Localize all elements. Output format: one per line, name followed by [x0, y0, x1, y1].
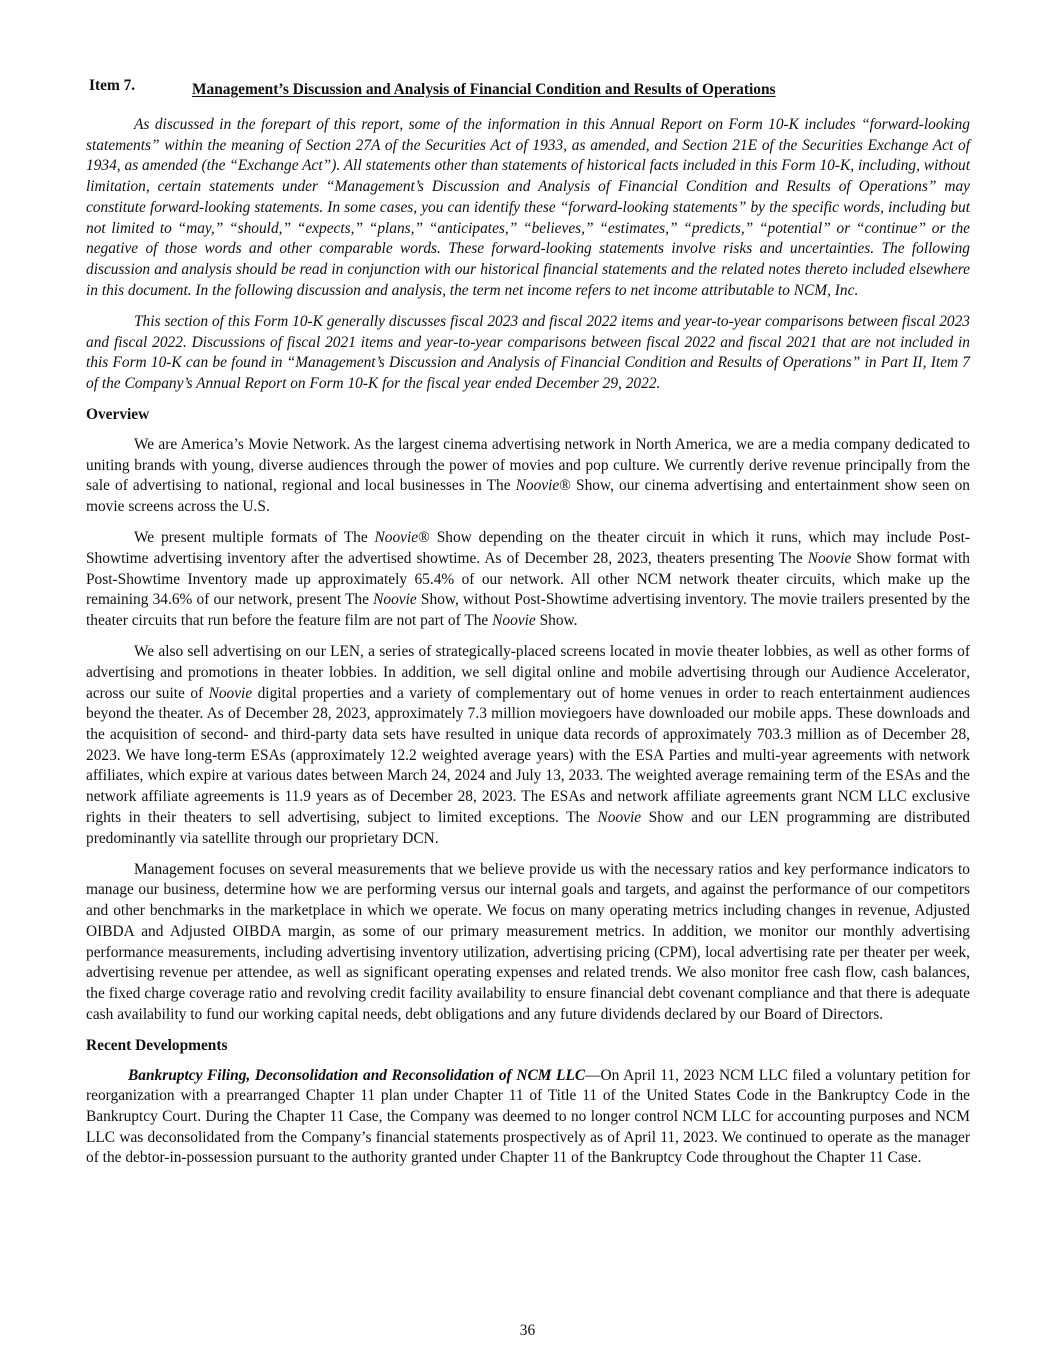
- text-run: ,: [966, 663, 970, 681]
- text-run: We present multiple formats of The: [134, 529, 375, 547]
- brand-name: Noovie: [492, 611, 536, 629]
- intro-paragraph-1: As discussed in the forepart of this report, some of the information in this Annual Report on Form 10-K includes “forward-looking statements” within the meaning of Section 27A of the Securities Act of 1933, as amended, and Section 21E of the Securities Exchange Act of 1934, as amended (the “Exchange Act”). All statements other than statements of historical facts included in this Form 10-K, including, without limitation, certain statements under “Management’s Discussion and Analysis of Financial Condition and Results of Operations” may constitute forward-looking statements. In some cases, you can identify these “forward-looking statements” by the specific words, including but not limited to “may,” “should,” “expects,” “plans,” “anticipates,” “believes,” “estimates,” “predicts,” “potential” or “continue” or the negative of those words and other comparable words. These forward-looking statements involve risks and uncertainties. The following discussion and analysis should be read in conjunction with our historical financial statements and the related notes thereto included elsewhere in this document. In the following discussion and analysis, the term net income refers to net income attributable to NCM, Inc.: [86, 116, 970, 299]
- text-run: Show, without Post-Showtime advertising inventory. The movie trailers presented by the theater circuits that run before the feature film are not part of The: [86, 591, 970, 629]
- text-run: ® Show depending on the theater circuit in which it runs, which may include Post-Showtime advertising inventory after the advertised showtime. As of December 28, 2023, theaters presenting The: [86, 529, 970, 567]
- overview-paragraph-4: Management focuses on several measurements that we believe provide us with the necessary ratios and key performance indicators to manage our business, determine how we are performing versus our internal goals and targets, and against the performance of our competitors and other benchmarks in the marketplace in which we operate. We focus on many operating metrics including changes in revenue, Adjusted OIBDA and Adjusted OIBDA margin, as some of our primary measurement metrics. In addition, we monitor our monthly advertising performance measurements, including advertising inventory utilization, advertising pricing (CPM), local advertising rate per theater per week, advertising revenue per attendee, as well as significant operating expenses and related trends. We also monitor free cash flow, cash balances, the fixed charge coverage ratio and revolving credit facility availability to ensure financial debt covenant compliance and that there is adequate cash availability to fund our working capital needs, debt obligations and any future dividends declared by our Board of Directors.: [86, 860, 970, 1023]
- text-run: Show and our LEN programming are distributed predominantly via satellite through our proprietary DCN.: [86, 808, 970, 847]
- overview-paragraph-2: [86, 528, 970, 632]
- document-body: [86, 115, 970, 1180]
- brand-name: Noovie: [373, 591, 417, 609]
- text-run: We are America’s Movie Network. As the largest cinema advertising network in North America, we are a media company dedicated to uniting brands with young, diverse audiences through the power of movies and pop culture. We currently derive revenue principally from the sale of advertising to national, regional and local businesses in The: [86, 435, 970, 495]
- overview-paragraph-1: [86, 435, 970, 518]
- text-run: ® Show, our cinema advertising and entertainment show seen on movie screens across the U.S.: [86, 477, 971, 515]
- brand-name: Noovie: [597, 808, 642, 826]
- brand-name: Noovie: [208, 684, 253, 702]
- text-run: across our suite of: [86, 684, 209, 702]
- item-title: Management’s Discussion and Analysis of Financial Condition and Results of Operations: [192, 81, 776, 98]
- overview-paragraph-3: [86, 642, 970, 849]
- brand-name: Noovie: [374, 529, 419, 547]
- text-run: digital properties and a variety of complementary out of home venues in order to reach entertainment audiences beyond the theater. As of December 28, 2023, approximately 7.3 million moviegoers have downloaded our mobile apps. These downloads and the acquisition of second- and third-party data sets have resulted in unique data records of approximately 703.3 million as of December 28, 2023. We have long-term ESAs (approximately 12.2 weighted average years) with the ESA Parties and multi-year agreements with network affiliates, which expire at various dates between March 24, 2024 and July 13, 2033. The weighted average remaining term of the ESAs and the network affiliate agreements is 11.9 years as of December 28, 2023. The ESAs and network affiliate agreements grant NCM LLC exclusive rights in their theaters to sell advertising, subject to limited exceptions. The: [86, 684, 970, 826]
- page-number: 36: [519, 1322, 536, 1339]
- text-run: Show format with Post-Showtime Inventory made up approximately 65.4% of our network. All other NCM network theater circuits, which make up the remaining 34.6% of our network, present The: [86, 549, 970, 609]
- overview-heading: Overview: [86, 406, 150, 424]
- intro-paragraph-2: This section of this Form 10-K generally discusses fiscal 2023 and fiscal 2022 items and year-to-year comparisons between fiscal 2023 and fiscal 2022. Discussions of fiscal 2021 items and year-to-year comparisons between fiscal 2022 and fiscal 2021 that are not included in this Form 10-K can be found in “Management’s Discussion and Analysis of Financial Condition and Results of Operations” in Part II, Item 7 of the Company’s Annual Report on Form 10-K for the fiscal year ended December 29, 2022.: [86, 312, 970, 392]
- text-run: Show.: [535, 611, 578, 629]
- text-run: We also sell advertising on our LEN, a series of strategically-placed screens located in movie theater lobbies, as well as other forms of advertising and promotions in theater lobbies. In addition, we sell digital online and mobile advertising through our Audience Accelerator: [86, 643, 970, 681]
- item-header: [89, 76, 989, 100]
- recent-paragraph-1: [86, 1066, 970, 1170]
- item-number: Item 7.: [89, 77, 136, 94]
- text-run: —On April 11, 2023 NCM LLC filed a voluntary petition for reorganization with a prearranged Chapter 11 plan under Chapter 11 of Title 11 of the United States Code in the Bankruptcy Code in the Bankruptcy Court. During the Chapter 11 Case, the Company was deemed to no longer control NCM LLC for accounting purposes and NCM LLC was deconsolidated from the Company’s financial statements prospectively as of April 11, 2023. We continued to operate as the manager of the debtor-in-possession pursuant to the authority granted under Chapter 11 of the Bankruptcy Code throughout the Chapter 11 Case.: [86, 1066, 971, 1167]
- recent-developments-heading: Recent Developments: [86, 1036, 228, 1054]
- brand-name: Noovie: [515, 477, 560, 495]
- bankruptcy-lead: Bankruptcy Filing, Deconsolidation and Reconsolidation of NCM LLC: [128, 1066, 586, 1084]
- brand-name: Noovie: [807, 549, 852, 567]
